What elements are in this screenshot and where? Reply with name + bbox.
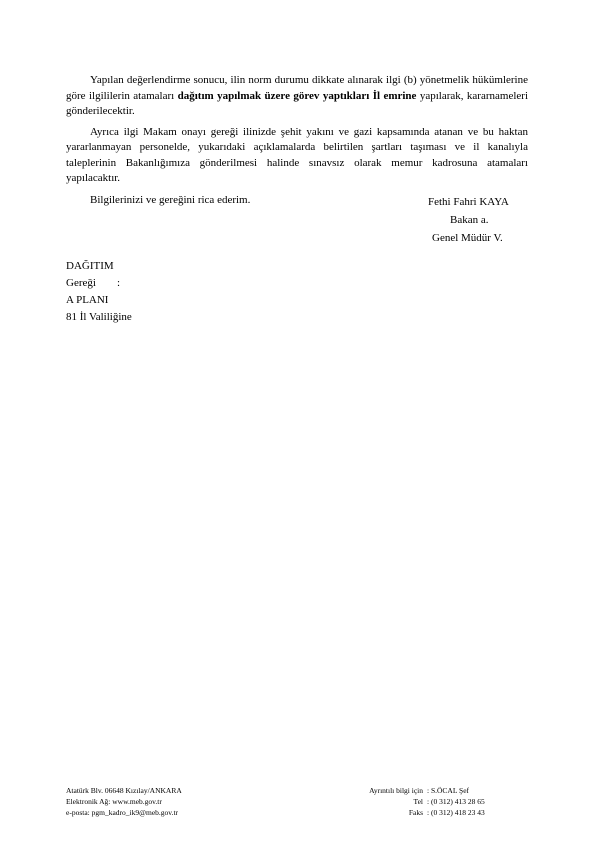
paragraph-assignment <box>66 73 528 120</box>
signatory-name: Fethi Fahri KAYA <box>428 196 509 208</box>
paragraph-martyr-relatives: Ayrıca ilgi Makam onayı gereği ilinizde şehit yakını ve gazi kapsamında atanan ve bu haktan yararlanmayan personelde, yukarıdaki açıklamalarda belirtilen şartları taşıması ve il kanalıyla taleplerinin Bakanlığımıza gönderilmesi halinde sınavsız olarak memur kadrosuna atamaları yapılacaktır. <box>66 125 528 184</box>
paragraph-assignment-lead: Yapılan değerlendirme sonucu, ilin norm durumu dikkate alınarak ilgi (b) yönetmelik hükümlerine göre ilgililerin atamaları <box>66 74 528 102</box>
signatory-title-deputy: Bakan a. <box>450 214 489 226</box>
footer-address: Atatürk Blv. 06648 Kızılay/ANKARA <box>66 786 182 795</box>
distribution-recipients: 81 İl Valiliğine <box>66 311 132 323</box>
footer-contact-right <box>342 785 485 818</box>
footer-fax-row <box>342 807 485 818</box>
footer-info-value: : S.ÖCAL Şef <box>427 786 470 795</box>
footer-website: Elektronik Ağ: www.meb.gov.tr <box>66 797 162 806</box>
distribution-colon: : <box>117 277 121 289</box>
footer-fax-label: Faks <box>408 808 423 817</box>
footer-email: e-posta: pgm_kadro_ik9@meb.gov.tr <box>66 808 179 817</box>
letter-body <box>66 73 528 208</box>
distribution-action-row <box>66 275 132 292</box>
footer-contact-left <box>66 785 182 818</box>
footer-tel-value: : (0 312) 413 28 65 <box>427 797 485 806</box>
footer-tel-row <box>342 796 485 807</box>
distribution-plan: A PLANI <box>66 294 109 306</box>
distribution-block <box>66 258 132 326</box>
paragraph-closing: Bilgilerinizi ve gereğini rica ederim. <box>90 193 251 206</box>
signatory-title-director: Genel Müdür V. <box>432 232 503 244</box>
paragraph-assignment-bold: dağıtım yapılmak üzere görev yaptıkları İl emrine <box>177 89 417 102</box>
footer-info-row <box>342 785 485 796</box>
footer-info-label: Ayrıntılı bilgi için <box>369 786 423 795</box>
paragraph-assignment-tail: yapılarak, kararnameleri gönderilecektir. <box>66 89 528 117</box>
distribution-heading: DAĞITIM <box>66 260 114 272</box>
footer-fax-value: : (0 312) 418 23 43 <box>427 808 485 817</box>
signature-block <box>428 193 509 247</box>
distribution-action-label: Gereği <box>66 277 96 289</box>
footer-tel-label: Tel <box>413 797 423 806</box>
